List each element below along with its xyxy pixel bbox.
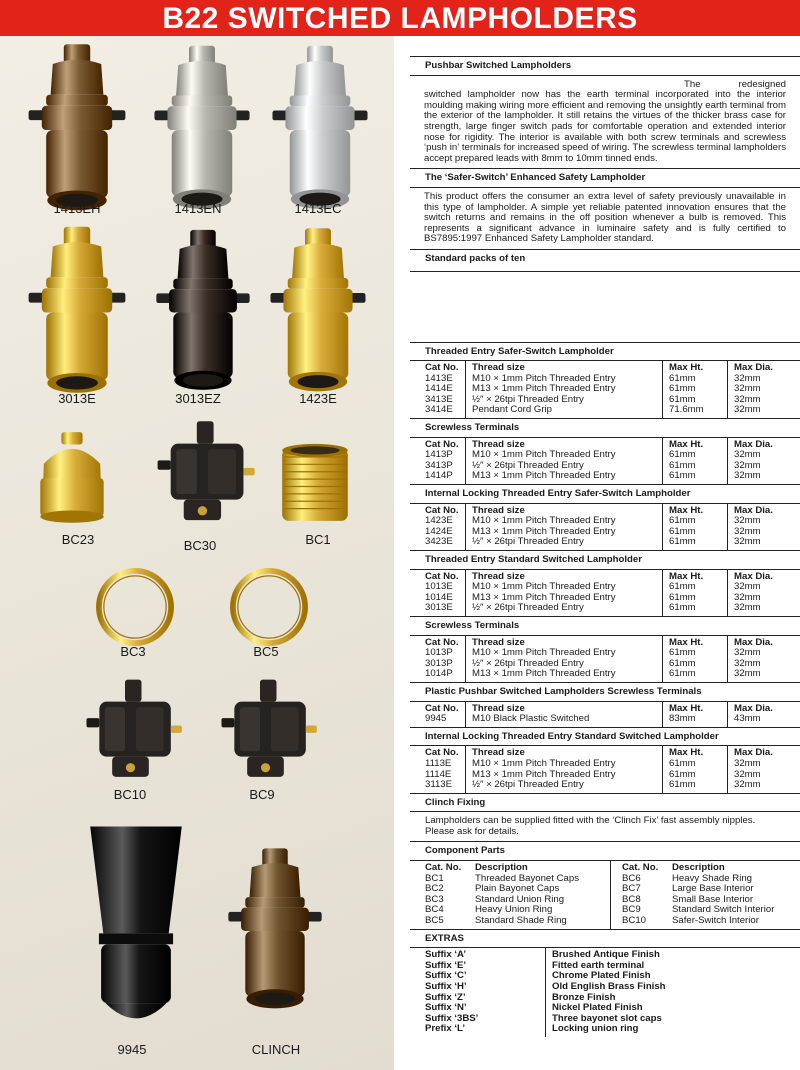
cell-dia: 32mm xyxy=(734,449,761,461)
components-right-desc xyxy=(672,861,800,929)
col-header-thread: Thread size xyxy=(472,438,525,450)
spec-col-thread xyxy=(466,437,663,484)
cell-ht: 61mm xyxy=(669,657,696,669)
spec-col-cat xyxy=(410,437,466,484)
cell-dia: 32mm xyxy=(734,779,761,791)
clinch-text: Lampholders can be supplied fitted with the ‘Clinch Fix’ fast assembly nipples. Please ask for details. xyxy=(410,811,800,841)
cell-ht: 61mm xyxy=(669,591,696,603)
col-header-ht: Max Ht. xyxy=(669,636,704,648)
component-cat: BC8 xyxy=(622,893,641,905)
spec-col-cat xyxy=(410,361,466,418)
components-desc-header: Description xyxy=(475,862,528,874)
cell-thread: M10 × 1mm Pitch Threaded Entry xyxy=(472,647,616,659)
pushbar-text: The redesigned switched lampholder now has the earth terminal incorporated into the interior moulding making wiring more efficient and removing the unsightly earth terminal from the exterior of the lampholder. It still retains the virtues of the thicker brass case for strength, large finger switch pads for comfortable operation and extended interior nose for rigidity. The interior is available with both screw terminals and screwless ‘push in’ terminals for increased speed of wiring. The screwless terminal lampholders accept prepared leads with 8mm to 10mm tinned ends. xyxy=(410,75,800,169)
cell-dia: 32mm xyxy=(734,525,761,537)
product-label: 3013E xyxy=(58,391,96,406)
cell-ht: 61mm xyxy=(669,536,696,548)
spec-col-dia xyxy=(728,569,800,616)
cell-dia: 32mm xyxy=(734,383,761,395)
cell-dia: 32mm xyxy=(734,647,761,659)
cell-cat: 1013P xyxy=(425,647,453,659)
extra-code: Suffix ‘3BS’ xyxy=(425,1012,479,1024)
product-label: BC23 xyxy=(61,532,95,547)
component-desc: Standard Shade Ring xyxy=(475,915,567,927)
spec-col-cat xyxy=(410,635,466,682)
cell-thread: M10 × 1mm Pitch Threaded Entry xyxy=(472,581,616,593)
spec-col-dia xyxy=(728,746,800,793)
spec-col-cat xyxy=(410,746,466,793)
cell-dia: 32mm xyxy=(734,581,761,593)
cell-thread: ½″ × 26tpi Threaded Entry xyxy=(472,536,584,548)
extra-desc: Locking union ring xyxy=(552,1023,639,1035)
component-desc: Plain Bayonet Caps xyxy=(475,883,560,895)
spec-col-ht xyxy=(663,746,728,793)
spec-table xyxy=(410,701,800,727)
product-image-1413ec xyxy=(266,40,374,220)
spec-col-cat xyxy=(410,503,466,550)
component-desc: Large Base Interior xyxy=(672,883,754,895)
spacer xyxy=(410,272,800,342)
product-label: BC9 xyxy=(249,787,275,802)
product-image-bc1 xyxy=(274,434,356,534)
extra-code: Suffix ‘H’ xyxy=(425,981,467,992)
cell-ht: 61mm xyxy=(669,393,696,405)
pushbar-heading: Pushbar Switched Lampholders xyxy=(410,56,800,75)
cell-cat: 1423E xyxy=(425,515,453,527)
extra-desc: Three bayonet slot caps xyxy=(552,1012,662,1024)
spec-col-dia xyxy=(728,503,800,550)
cell-thread: M10 × 1mm Pitch Threaded Entry xyxy=(472,372,616,384)
product-image-bc3 xyxy=(94,566,176,648)
col-header-ht: Max Ht. xyxy=(669,702,704,714)
product-label: BC5 xyxy=(253,644,279,659)
spec-col-thread xyxy=(466,569,663,616)
cell-ht: 61mm xyxy=(669,449,696,461)
component-cat: BC1 xyxy=(425,872,444,884)
product-photo-panel xyxy=(0,36,394,1070)
cell-cat: 1413E xyxy=(425,372,453,384)
components-cat-header: Cat. No. xyxy=(622,862,659,874)
spec-table xyxy=(410,635,800,682)
product-image-bc10 xyxy=(76,676,196,786)
product-image-1413en xyxy=(148,40,256,220)
product-label: BC1 xyxy=(305,532,331,547)
col-header-ht: Max Ht. xyxy=(669,438,704,450)
col-header-thread: Thread size xyxy=(472,362,525,374)
component-cat: BC2 xyxy=(425,883,444,895)
spec-col-ht xyxy=(663,503,728,550)
cell-cat: 1113E xyxy=(425,757,452,769)
component-desc: Small Base Interior xyxy=(672,893,754,905)
extra-code: Suffix ‘A’ xyxy=(425,949,467,961)
cell-ht: 61mm xyxy=(669,515,696,527)
cell-cat: 1014E xyxy=(425,591,453,603)
extra-code: Suffix ‘Z’ xyxy=(425,991,466,1003)
cell-thread: ½″ × 26tpi Threaded Entry xyxy=(472,657,584,669)
product-image-3013ez xyxy=(150,220,256,405)
cell-ht: 61mm xyxy=(669,470,696,482)
cell-cat: 3414E xyxy=(425,404,453,416)
product-label: CLINCH xyxy=(251,1042,301,1057)
components-heading: Component Parts xyxy=(410,841,800,860)
product-image-bc5 xyxy=(228,566,310,648)
component-cat: BC10 xyxy=(622,915,646,927)
col-header-dia: Max Dia. xyxy=(734,747,773,759)
cell-ht: 61mm xyxy=(669,668,696,680)
page-title: B22 SWITCHED LAMPHOLDERS xyxy=(0,0,800,36)
cell-cat: 3013E xyxy=(425,602,453,614)
component-cat: BC5 xyxy=(425,915,444,927)
cell-cat: 1014P xyxy=(425,668,453,680)
cell-thread: ½″ × 26tpi Threaded Entry xyxy=(472,779,584,791)
cell-dia: 32mm xyxy=(734,591,761,603)
cell-ht: 61mm xyxy=(669,768,696,780)
extra-desc: Nickel Plated Finish xyxy=(552,1002,643,1014)
spec-col-dia xyxy=(728,437,800,484)
components-cat-header: Cat. No. xyxy=(425,862,462,874)
col-header-cat: Cat No. xyxy=(425,438,459,450)
extra-desc: Chrome Plated Finish xyxy=(552,970,651,982)
cell-ht: 61mm xyxy=(669,372,696,384)
spec-col-dia xyxy=(728,361,800,418)
product-image-bc30 xyxy=(152,406,264,541)
cell-dia: 32mm xyxy=(734,470,761,482)
spec-table xyxy=(410,503,800,550)
cell-thread: M13 × 1mm Pitch Threaded Entry xyxy=(472,591,616,603)
col-header-cat: Cat No. xyxy=(425,504,459,516)
cell-dia: 32mm xyxy=(734,393,761,405)
cell-dia: 32mm xyxy=(734,668,761,680)
components-left-cat xyxy=(410,861,475,929)
component-cat: BC6 xyxy=(622,872,641,884)
packs-heading: Standard packs of ten xyxy=(410,249,800,272)
col-header-thread: Thread size xyxy=(472,504,525,516)
cell-cat: 1424E xyxy=(425,525,453,537)
col-header-cat: Cat No. xyxy=(425,702,459,714)
cell-ht: 71.6mm xyxy=(669,404,704,416)
col-header-dia: Max Dia. xyxy=(734,438,773,450)
product-image-9945 xyxy=(76,820,196,1038)
component-desc: Threaded Bayonet Caps xyxy=(475,872,579,884)
extras-descriptions xyxy=(546,948,800,1037)
component-desc: Heavy Shade Ring xyxy=(672,872,752,884)
extra-code: Suffix ‘C’ xyxy=(425,970,467,982)
extra-code: Suffix ‘E’ xyxy=(425,959,467,971)
cell-ht: 61mm xyxy=(669,757,696,769)
cell-ht: 61mm xyxy=(669,525,696,537)
cell-ht: 61mm xyxy=(669,459,696,471)
spec-table-heading: Plastic Pushbar Switched Lampholders Screwless Terminals xyxy=(410,682,800,701)
component-desc: Standard Switch Interior xyxy=(672,904,775,916)
col-header-cat: Cat No. xyxy=(425,362,459,374)
spec-col-dia xyxy=(728,701,800,727)
extra-desc: Old English Brass Finish xyxy=(552,981,666,992)
spec-table xyxy=(410,745,800,792)
spec-table xyxy=(410,360,800,418)
spec-table-heading: Screwless Terminals xyxy=(410,418,800,437)
cell-thread: M10 × 1mm Pitch Threaded Entry xyxy=(472,449,616,461)
components-left-desc xyxy=(475,861,611,929)
col-header-thread: Thread size xyxy=(472,747,525,759)
clinch-heading: Clinch Fixing xyxy=(410,793,800,812)
spec-col-ht xyxy=(663,701,728,727)
extra-desc: Bronze Finish xyxy=(552,991,616,1003)
extra-code: Prefix ‘L’ xyxy=(425,1023,465,1035)
spec-col-cat xyxy=(410,569,466,616)
col-header-dia: Max Dia. xyxy=(734,570,773,582)
extra-code: Suffix ‘N’ xyxy=(425,1002,467,1014)
col-header-cat: Cat No. xyxy=(425,636,459,648)
product-image-bc9 xyxy=(214,676,328,786)
cell-thread: ½″ × 26tpi Threaded Entry xyxy=(472,602,584,614)
cell-cat: 1413P xyxy=(425,449,453,461)
extras-heading: EXTRAS xyxy=(410,929,800,948)
product-label: BC3 xyxy=(120,644,146,659)
component-desc: Standard Union Ring xyxy=(475,893,565,905)
cell-thread: ½″ × 26tpi Threaded Entry xyxy=(472,459,584,471)
spec-table xyxy=(410,569,800,616)
cell-cat: 1114E xyxy=(425,768,452,780)
spec-col-thread xyxy=(466,635,663,682)
cell-cat: 1013E xyxy=(425,581,453,593)
col-header-dia: Max Dia. xyxy=(734,636,773,648)
col-header-thread: Thread size xyxy=(472,702,525,714)
cell-ht: 83mm xyxy=(669,713,696,725)
components-table xyxy=(410,860,800,929)
spec-table-heading: Threaded Entry Safer-Switch Lampholder xyxy=(410,342,800,361)
spec-col-ht xyxy=(663,437,728,484)
product-label: BC30 xyxy=(183,538,217,553)
col-header-thread: Thread size xyxy=(472,636,525,648)
cell-cat: 1414P xyxy=(425,470,453,482)
cell-thread: M10 Black Plastic Switched xyxy=(472,713,590,725)
spec-col-ht xyxy=(663,635,728,682)
cell-cat: 3413E xyxy=(425,393,453,405)
product-label: 1413EN xyxy=(174,201,222,216)
spec-col-thread xyxy=(466,361,663,418)
extra-desc: Fitted earth terminal xyxy=(552,959,645,971)
spec-col-thread xyxy=(466,746,663,793)
product-image-clinch xyxy=(222,826,328,1036)
cell-thread: M13 × 1mm Pitch Threaded Entry xyxy=(472,470,616,482)
product-label: 1413EH xyxy=(53,201,101,216)
col-header-ht: Max Ht. xyxy=(669,747,704,759)
col-header-ht: Max Ht. xyxy=(669,570,704,582)
component-cat: BC4 xyxy=(425,904,444,916)
extras-codes xyxy=(410,948,546,1037)
cell-thread: ½″ × 26tpi Threaded Entry xyxy=(472,393,584,405)
spec-table-heading: Internal Locking Threaded Entry Safer-Switch Lampholder xyxy=(410,484,800,503)
cell-cat: 3423E xyxy=(425,536,453,548)
col-header-ht: Max Ht. xyxy=(669,504,704,516)
cell-dia: 32mm xyxy=(734,757,761,769)
extra-desc: Brushed Antique Finish xyxy=(552,949,660,961)
spec-tables xyxy=(410,342,800,793)
extras-table xyxy=(410,947,800,1037)
spec-column xyxy=(410,56,800,1037)
cell-dia: 32mm xyxy=(734,657,761,669)
components-right-cat xyxy=(611,861,673,929)
spec-col-thread xyxy=(466,503,663,550)
cell-cat: 9945 xyxy=(425,713,447,725)
cell-ht: 61mm xyxy=(669,602,696,614)
product-label: 9945 xyxy=(117,1042,147,1057)
cell-thread: M10 × 1mm Pitch Threaded Entry xyxy=(472,757,616,769)
col-header-cat: Cat No. xyxy=(425,747,459,759)
cell-thread: M13 × 1mm Pitch Threaded Entry xyxy=(472,525,616,537)
cell-thread: M13 × 1mm Pitch Threaded Entry xyxy=(472,768,616,780)
spec-col-dia xyxy=(728,635,800,682)
cell-cat: 3413P xyxy=(425,459,453,471)
cell-cat: 3113E xyxy=(425,779,453,791)
product-label: BC10 xyxy=(113,787,147,802)
cell-cat: 3013P xyxy=(425,657,453,669)
col-header-cat: Cat No. xyxy=(425,570,459,582)
cell-cat: 1414E xyxy=(425,383,453,395)
safer-heading: The ‘Safer-Switch’ Enhanced Safety Lampholder xyxy=(410,168,800,187)
cell-thread: M10 × 1mm Pitch Threaded Entry xyxy=(472,515,616,527)
cell-dia: 32mm xyxy=(734,372,761,384)
cell-thread: M13 × 1mm Pitch Threaded Entry xyxy=(472,668,616,680)
component-desc: Safer-Switch Interior xyxy=(672,915,759,927)
component-cat: BC3 xyxy=(425,893,444,905)
cell-dia: 32mm xyxy=(734,768,761,780)
cell-dia: 32mm xyxy=(734,404,761,416)
component-cat: BC7 xyxy=(622,883,641,895)
cell-dia: 43mm xyxy=(734,713,761,725)
spec-col-cat xyxy=(410,701,466,727)
spec-col-ht xyxy=(663,361,728,418)
cell-dia: 32mm xyxy=(734,536,761,548)
col-header-dia: Max Dia. xyxy=(734,702,773,714)
cell-ht: 61mm xyxy=(669,581,696,593)
cell-dia: 32mm xyxy=(734,602,761,614)
cell-dia: 32mm xyxy=(734,515,761,527)
col-header-dia: Max Dia. xyxy=(734,504,773,516)
spec-table-heading: Internal Locking Threaded Entry Standard Switched Lampholder xyxy=(410,727,800,746)
component-desc: Heavy Union Ring xyxy=(475,904,553,916)
spec-table-heading: Threaded Entry Standard Switched Lampholder xyxy=(410,550,800,569)
cell-dia: 32mm xyxy=(734,459,761,471)
product-label: 1423E xyxy=(299,391,337,406)
product-label: 3013EZ xyxy=(175,391,221,406)
product-image-bc23 xyxy=(28,422,116,532)
cell-ht: 61mm xyxy=(669,647,696,659)
safer-text: This product offers the consumer an extra level of safety previously unavailable in this type of lampholder. A simple yet reliable patented innovation ensures that the switch returns and remains in the off position whenever a bulb is removed. This represents a significant advance in luminaire safety and is fully certified to BS7895:1997 Enhanced Safety Lampholder standard. xyxy=(410,187,800,249)
cell-thread: Pendant Cord Grip xyxy=(472,404,552,416)
cell-ht: 61mm xyxy=(669,779,696,791)
cell-ht: 61mm xyxy=(669,383,696,395)
col-header-thread: Thread size xyxy=(472,570,525,582)
product-image-1423e xyxy=(264,220,372,405)
spec-table xyxy=(410,437,800,484)
spec-col-thread xyxy=(466,701,663,727)
product-image-1413eh xyxy=(22,40,132,220)
components-desc-header: Description xyxy=(672,862,725,874)
spec-col-ht xyxy=(663,569,728,616)
spec-table-heading: Screwless Terminals xyxy=(410,616,800,635)
product-label: 1413EC xyxy=(294,201,342,216)
col-header-dia: Max Dia. xyxy=(734,362,773,374)
col-header-ht: Max Ht. xyxy=(669,362,704,374)
component-cat: BC9 xyxy=(622,904,641,916)
cell-thread: M13 × 1mm Pitch Threaded Entry xyxy=(472,383,616,395)
product-image-3013e xyxy=(22,220,132,405)
